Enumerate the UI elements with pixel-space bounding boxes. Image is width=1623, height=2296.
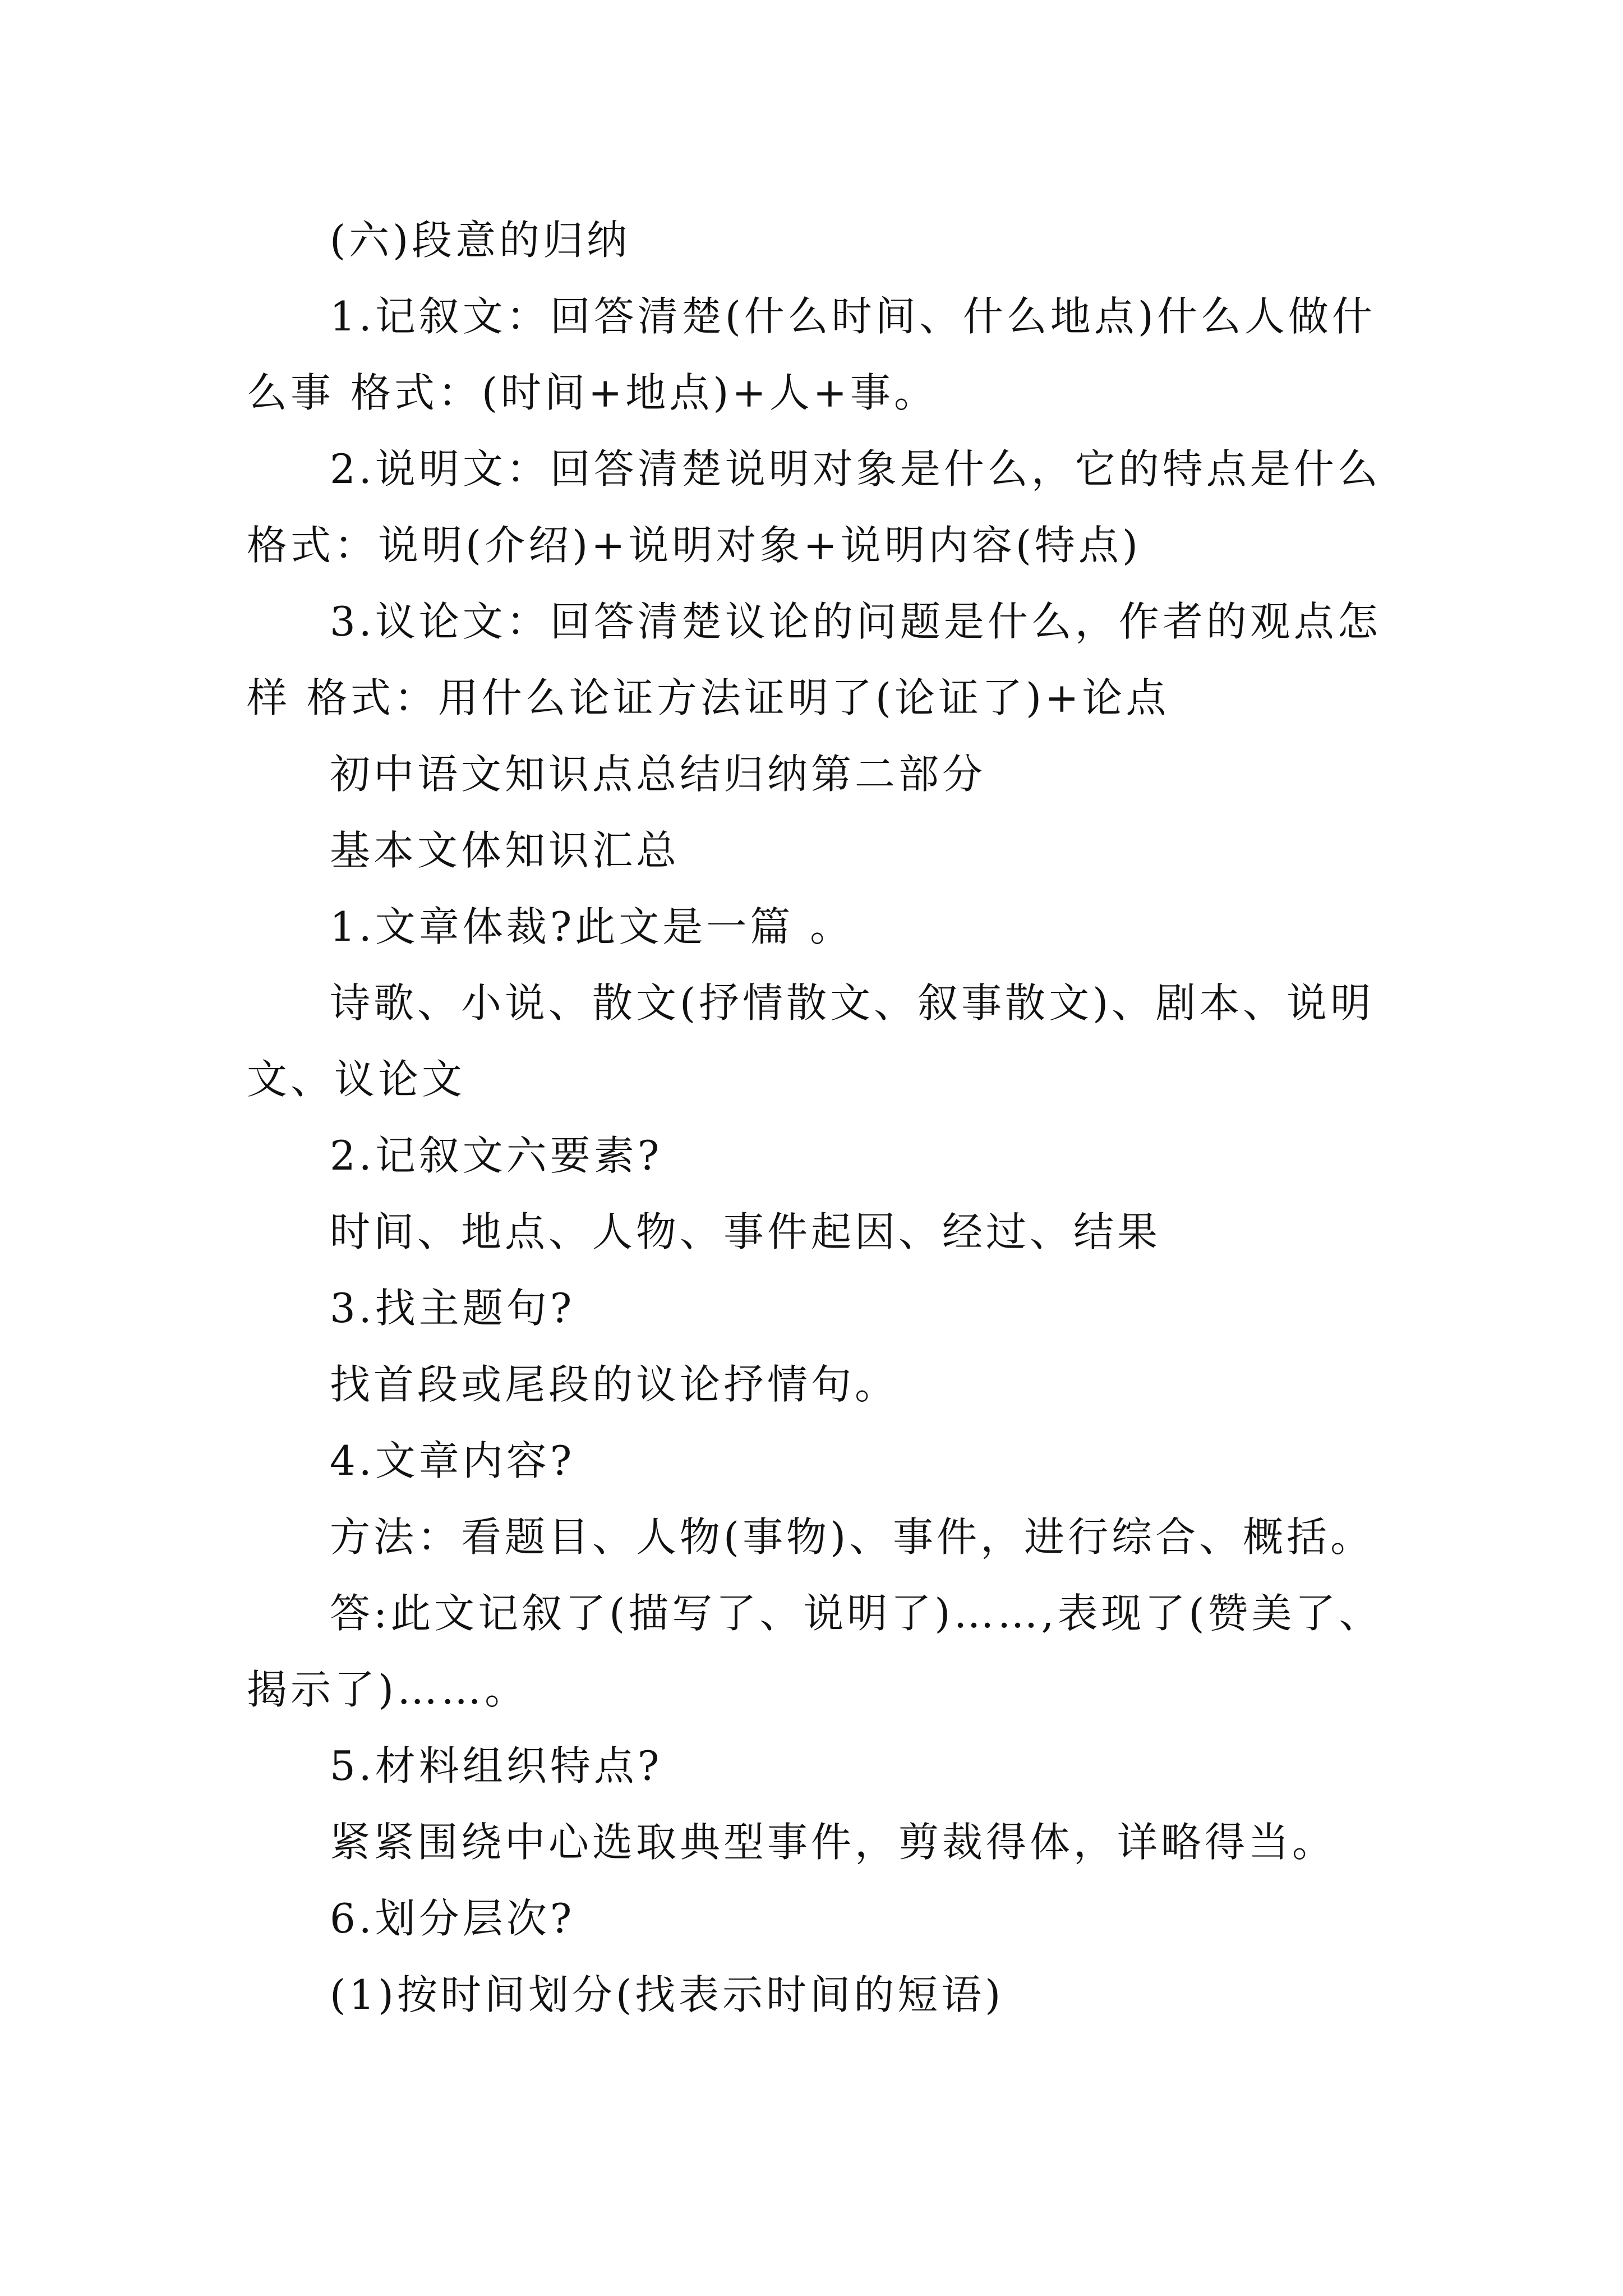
question: 6.划分层次? (330, 1895, 575, 1942)
answer: 时间、地点、人物、事件起因、经过、结果 (330, 1208, 1161, 1255)
question: 2.记叙文六要素? (330, 1132, 663, 1179)
answer: 紧紧围绕中心选取典型事件，剪裁得体，详略得当。 (330, 1819, 1336, 1866)
section-heading: 初中语文知识点总结归纳第二部分 (330, 751, 986, 798)
document-body (247, 202, 1396, 2033)
paragraph: 3.议论文：回答清楚议论的问题是什么，作者的观点怎样 格式：用什么论证方法证明了(论证了)+论点 (247, 598, 1381, 721)
question: 1.文章体裁?此文是一篇 。 (330, 903, 854, 950)
answer: 答:此文记叙了(描写了、说明了)……,表现了(赞美了、揭示了)……。 (247, 1590, 1383, 1713)
answer: 方法：看题目、人物(事物)、事件，进行综合、概括。 (330, 1513, 1375, 1561)
paragraph: 2.说明文：回答清楚说明对象是什么，它的特点是什么 格式：说明(介绍)+说明对象+说明内容(特点) (247, 445, 1381, 569)
question: 4.文章内容? (330, 1437, 575, 1484)
answer: 找首段或尾段的议论抒情句。 (330, 1361, 899, 1408)
question: 5.材料组织特点? (330, 1742, 663, 1789)
section-heading: (六)段意的归纳 (330, 217, 631, 264)
answer: (1)按时间划分(找表示时间的短语) (330, 1971, 1004, 2018)
question: 3.找主题句? (330, 1285, 575, 1332)
answer: 诗歌、小说、散文(抒情散文、叙事散文)、剧本、说明文、议论文 (247, 979, 1375, 1103)
paragraph: 1.记叙文：回答清楚(什么时间、什么地点)什么人做什么事 格式：(时间+地点)+人+事。 (247, 293, 1376, 416)
section-heading: 基本文体知识汇总 (330, 827, 680, 874)
